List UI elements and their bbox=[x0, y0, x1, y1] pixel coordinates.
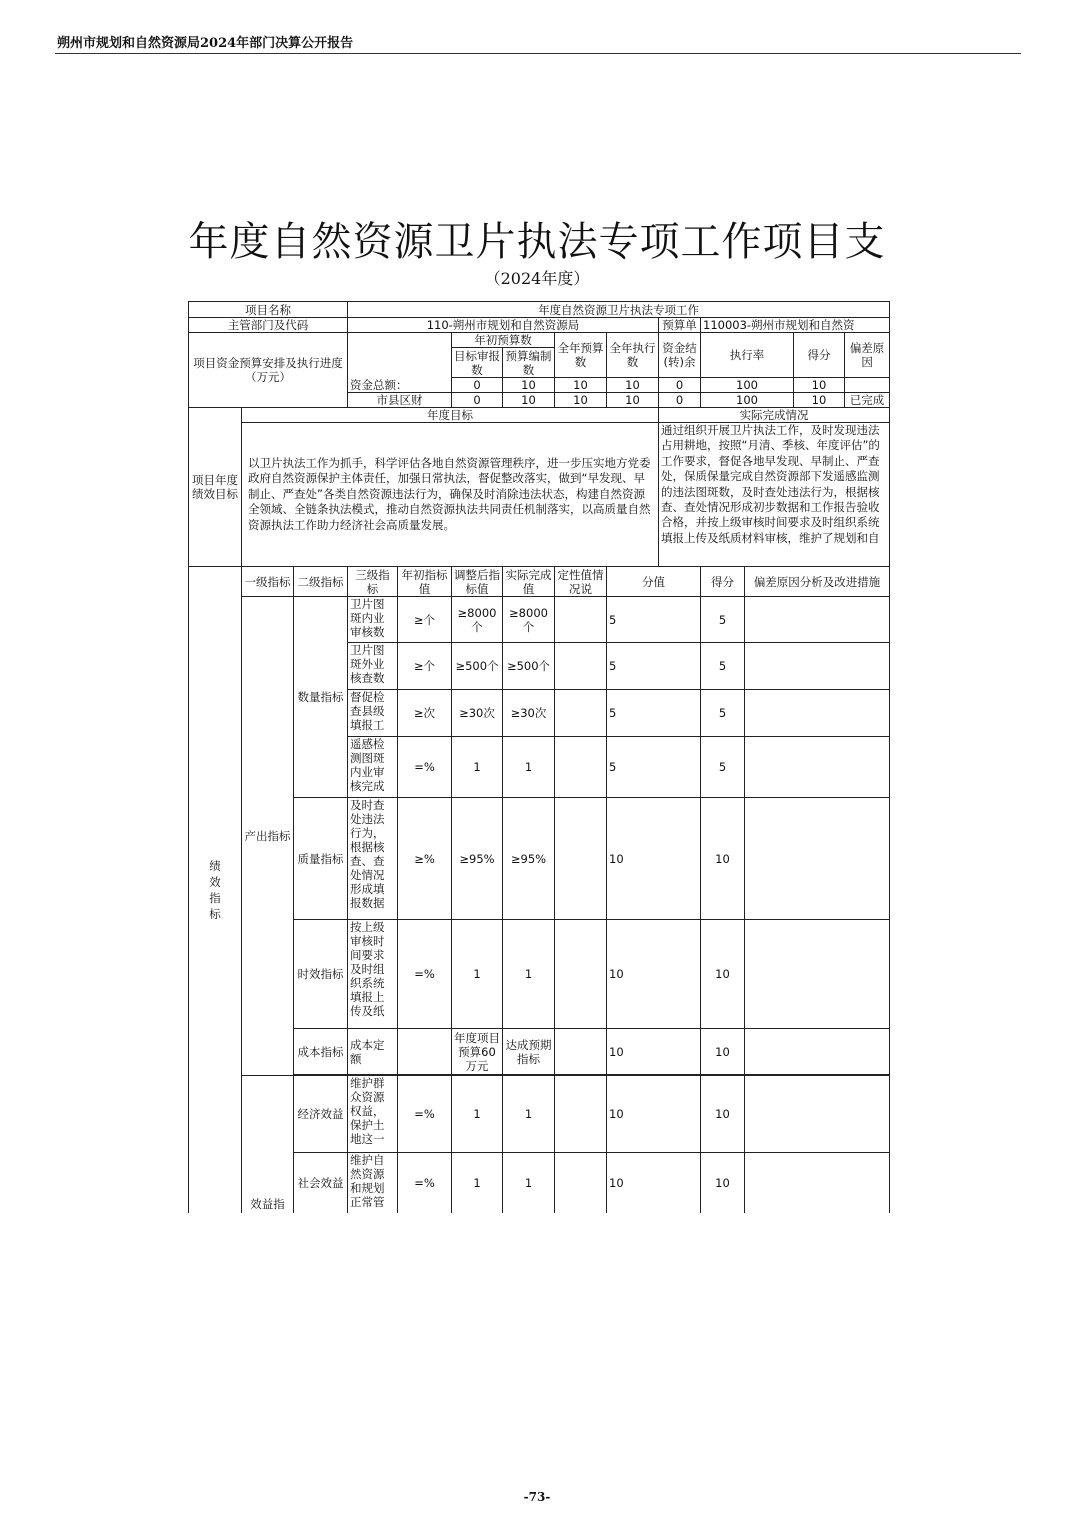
header-divider bbox=[55, 53, 1021, 54]
dept-value: 110-朔州市规划和自然资源局 bbox=[348, 318, 659, 333]
weight-cell: 5 bbox=[607, 690, 701, 737]
analysis-cell bbox=[745, 1153, 890, 1214]
goals-row-label: 项目年度绩效目标 bbox=[189, 408, 242, 567]
l3-cell: 维护自然资源和规划正常管 bbox=[348, 1153, 398, 1214]
weight-cell: 5 bbox=[607, 737, 701, 798]
econ-indicator-label: 经济效益 bbox=[294, 1076, 348, 1153]
table-row bbox=[189, 920, 890, 1029]
funds-row-label: 项目资金预算安排及执行进度（万元） bbox=[189, 333, 348, 408]
funds-total-score: 10 bbox=[794, 378, 845, 393]
benefit-indicator-label: 效益指 bbox=[242, 1076, 294, 1214]
funds-total-compiled: 10 bbox=[503, 378, 555, 393]
qualitative-cell bbox=[555, 1076, 607, 1153]
indicators-row-label: 绩效指标 bbox=[189, 567, 242, 1214]
qualitative-cell bbox=[555, 643, 607, 690]
table-row bbox=[189, 1153, 890, 1214]
funds-total-rate: 100 bbox=[701, 378, 794, 393]
funds-local-reason: 已完成 bbox=[845, 393, 890, 408]
table-row bbox=[189, 798, 890, 920]
review-header: 目标审报数 bbox=[452, 348, 503, 378]
compiled-header: 预算编制数 bbox=[503, 348, 555, 378]
l3-cell: 卫片图斑内业审核数 bbox=[348, 597, 398, 643]
weight-cell: 10 bbox=[607, 1153, 701, 1214]
page-subtitle: （2024年度） bbox=[484, 269, 590, 288]
actual-cell: ≥95% bbox=[503, 798, 555, 920]
performance-table bbox=[188, 301, 889, 1211]
analysis-cell bbox=[745, 1029, 890, 1075]
page-title: 年度自然资源卫片执法专项工作项目支 bbox=[188, 219, 886, 265]
score-cell: 5 bbox=[701, 643, 745, 690]
analysis-cell bbox=[745, 737, 890, 798]
initial-cell: ≥个 bbox=[398, 597, 452, 643]
initial-cell: =% bbox=[398, 920, 452, 1029]
qualitative-cell bbox=[555, 1153, 607, 1214]
qualitative-cell bbox=[555, 690, 607, 737]
full-budget-header: 全年预算数 bbox=[555, 333, 607, 378]
actual-cell: 达成预期指标 bbox=[503, 1029, 555, 1075]
actual-completion-header: 实际完成情况 bbox=[659, 408, 890, 423]
adjusted-cell: 年度项目预算60万元 bbox=[452, 1029, 503, 1075]
funds-local-review: 0 bbox=[452, 393, 503, 408]
weight-cell: 5 bbox=[607, 643, 701, 690]
adjusted-value-header: 调整后指标值 bbox=[452, 567, 503, 597]
table-row bbox=[189, 1029, 890, 1075]
score-cell: 10 bbox=[701, 1029, 745, 1075]
analysis-cell bbox=[745, 1076, 890, 1153]
l1-header: 一级指标 bbox=[242, 567, 294, 597]
initial-cell: ≥次 bbox=[398, 690, 452, 737]
funds-local-rate: 100 bbox=[701, 393, 794, 408]
funds-local-compiled: 10 bbox=[503, 393, 555, 408]
initial-cell: ≥% bbox=[398, 798, 452, 920]
adjusted-cell: ≥95% bbox=[452, 798, 503, 920]
funds-local-balance: 0 bbox=[659, 393, 701, 408]
weight-cell: 10 bbox=[607, 798, 701, 920]
l3-cell: 成本定额 bbox=[348, 1029, 398, 1075]
adjusted-cell: 1 bbox=[452, 1153, 503, 1214]
actual-cell: 1 bbox=[503, 920, 555, 1029]
score-cell: 10 bbox=[701, 1076, 745, 1153]
weight-cell: 10 bbox=[607, 1029, 701, 1075]
qualitative-cell bbox=[555, 597, 607, 643]
funds-local-label: 市县区财 bbox=[348, 393, 452, 408]
funds-local-full-budget: 10 bbox=[555, 393, 607, 408]
full-exec-header: 全年执行数 bbox=[607, 333, 659, 378]
score-header: 得分 bbox=[794, 333, 845, 378]
rate-header: 执行率 bbox=[701, 333, 794, 378]
score-cell: 5 bbox=[701, 690, 745, 737]
l3-cell: 督促检查县级填报工 bbox=[348, 690, 398, 737]
qualitative-cell bbox=[555, 737, 607, 798]
annual-goal-text: 以卫片执法工作为抓手，科学评估各地自然资源管理秩序，进一步压实地方党委政府自然资源保护主体责任，加强日常执法，督促整改落实，做到“早发现、早制止、严查处”各类自然资源违法行为，确保及时消除违法状态，构建自然资源全领域、全链条执法模式，推动自然资源执法共同责任机制落实，以高质量自然资源执法工作助力经济社会高质量发展。 bbox=[242, 423, 659, 567]
actual-cell: 1 bbox=[503, 1153, 555, 1214]
budget-unit-value: 110003-朔州市规划和自然资 bbox=[701, 318, 890, 333]
l3-cell: 及时查处违法行为，根据核查、查处情况形成填报数据 bbox=[348, 798, 398, 920]
funds-total-review: 0 bbox=[452, 378, 503, 393]
table-row bbox=[189, 597, 890, 643]
weight-cell: 5 bbox=[607, 597, 701, 643]
adjusted-cell: ≥500个 bbox=[452, 643, 503, 690]
adjusted-cell: 1 bbox=[452, 920, 503, 1029]
balance-header: 资金结(转)余 bbox=[659, 333, 701, 378]
weight-header: 分值 bbox=[607, 567, 701, 597]
initial-cell: =% bbox=[398, 1153, 452, 1214]
weight-cell: 10 bbox=[607, 920, 701, 1029]
funds-total-balance: 0 bbox=[659, 378, 701, 393]
qualitative-cell bbox=[555, 920, 607, 1029]
score-col-header: 得分 bbox=[701, 567, 745, 597]
cost-indicator-label: 成本指标 bbox=[294, 1029, 348, 1075]
initial-budget-header: 年初预算数 bbox=[452, 333, 555, 348]
score-cell: 10 bbox=[701, 798, 745, 920]
funds-blank bbox=[348, 333, 452, 378]
l2-header: 二级指标 bbox=[294, 567, 348, 597]
funds-total-full-exec: 10 bbox=[607, 378, 659, 393]
analysis-cell bbox=[745, 597, 890, 643]
actual-value-header: 实际完成值 bbox=[503, 567, 555, 597]
social-indicator-label: 社会效益 bbox=[294, 1153, 348, 1214]
score-cell: 10 bbox=[701, 1153, 745, 1214]
qualitative-header: 定性值情况说 bbox=[555, 567, 607, 597]
score-cell: 5 bbox=[701, 737, 745, 798]
analysis-cell bbox=[745, 920, 890, 1029]
analysis-cell bbox=[745, 643, 890, 690]
project-name: 年度自然资源卫片执法专项工作 bbox=[348, 302, 890, 318]
weight-cell: 10 bbox=[607, 1076, 701, 1153]
score-cell: 10 bbox=[701, 920, 745, 1029]
dept-label: 主管部门及代码 bbox=[189, 318, 348, 333]
quality-indicator-label: 质量指标 bbox=[294, 798, 348, 920]
actual-cell: 1 bbox=[503, 1076, 555, 1153]
qualitative-cell bbox=[555, 798, 607, 920]
project-name-label: 项目名称 bbox=[189, 302, 348, 318]
time-indicator-label: 时效指标 bbox=[294, 920, 348, 1029]
actual-completion-text: 通过组织开展卫片执法工作，及时发现违法占用耕地，按照“月清、季核、年度评估”的工作要求，督促各地早发现、早制止、严查处，保质保量完成自然资源部下发遥感监测的违法图斑数，及时查处违法行为，根据核查、查处情况形成初步数据和工作报告验收合格，并按上级审核时间要求及时组织系统填报上传及纸质材料审核，维护了规划和自 bbox=[659, 423, 890, 567]
quantity-indicator-label: 数量指标 bbox=[294, 597, 348, 798]
initial-cell: =% bbox=[398, 737, 452, 798]
analysis-cell bbox=[745, 690, 890, 737]
actual-cell: 1 bbox=[503, 737, 555, 798]
initial-cell: =% bbox=[398, 1076, 452, 1153]
table-row bbox=[189, 1076, 890, 1153]
adjusted-cell: 1 bbox=[452, 1076, 503, 1153]
page-number: -73- bbox=[523, 1490, 551, 1504]
funds-total-label: 资金总额： bbox=[348, 378, 452, 393]
output-indicator-label: 产出指标 bbox=[242, 597, 294, 1076]
funds-total-reason bbox=[845, 378, 890, 393]
qualitative-cell bbox=[555, 1029, 607, 1075]
deviation-header: 偏差原因 bbox=[845, 333, 890, 378]
analysis-header: 偏差原因分析及改进措施 bbox=[745, 567, 890, 597]
funds-total-full-budget: 10 bbox=[555, 378, 607, 393]
l3-cell: 卫片图斑外业核查数 bbox=[348, 643, 398, 690]
actual-cell: ≥8000个 bbox=[503, 597, 555, 643]
budget-unit-label: 预算单 bbox=[659, 318, 701, 333]
actual-cell: ≥30次 bbox=[503, 690, 555, 737]
annual-goal-header: 年度目标 bbox=[242, 408, 659, 423]
adjusted-cell: 1 bbox=[452, 737, 503, 798]
initial-cell: ≥个 bbox=[398, 643, 452, 690]
initial-cell bbox=[398, 1029, 452, 1075]
report-header: 朔州市规划和自然资源局2024年部门决算公开报告 bbox=[57, 36, 354, 51]
funds-local-full-exec: 10 bbox=[607, 393, 659, 408]
analysis-cell bbox=[745, 798, 890, 920]
funds-local-score: 10 bbox=[794, 393, 845, 408]
initial-value-header: 年初指标值 bbox=[398, 567, 452, 597]
l3-cell: 维护群众资源权益，保护土地这一 bbox=[348, 1076, 398, 1153]
l3-cell: 遥感检测图斑内业审核完成 bbox=[348, 737, 398, 798]
adjusted-cell: ≥8000个 bbox=[452, 597, 503, 643]
l3-header: 三级指标 bbox=[348, 567, 398, 597]
actual-cell: ≥500个 bbox=[503, 643, 555, 690]
score-cell: 5 bbox=[701, 597, 745, 643]
l3-cell: 按上级审核时间要求及时组织系统填报上传及纸 bbox=[348, 920, 398, 1029]
adjusted-cell: ≥30次 bbox=[452, 690, 503, 737]
